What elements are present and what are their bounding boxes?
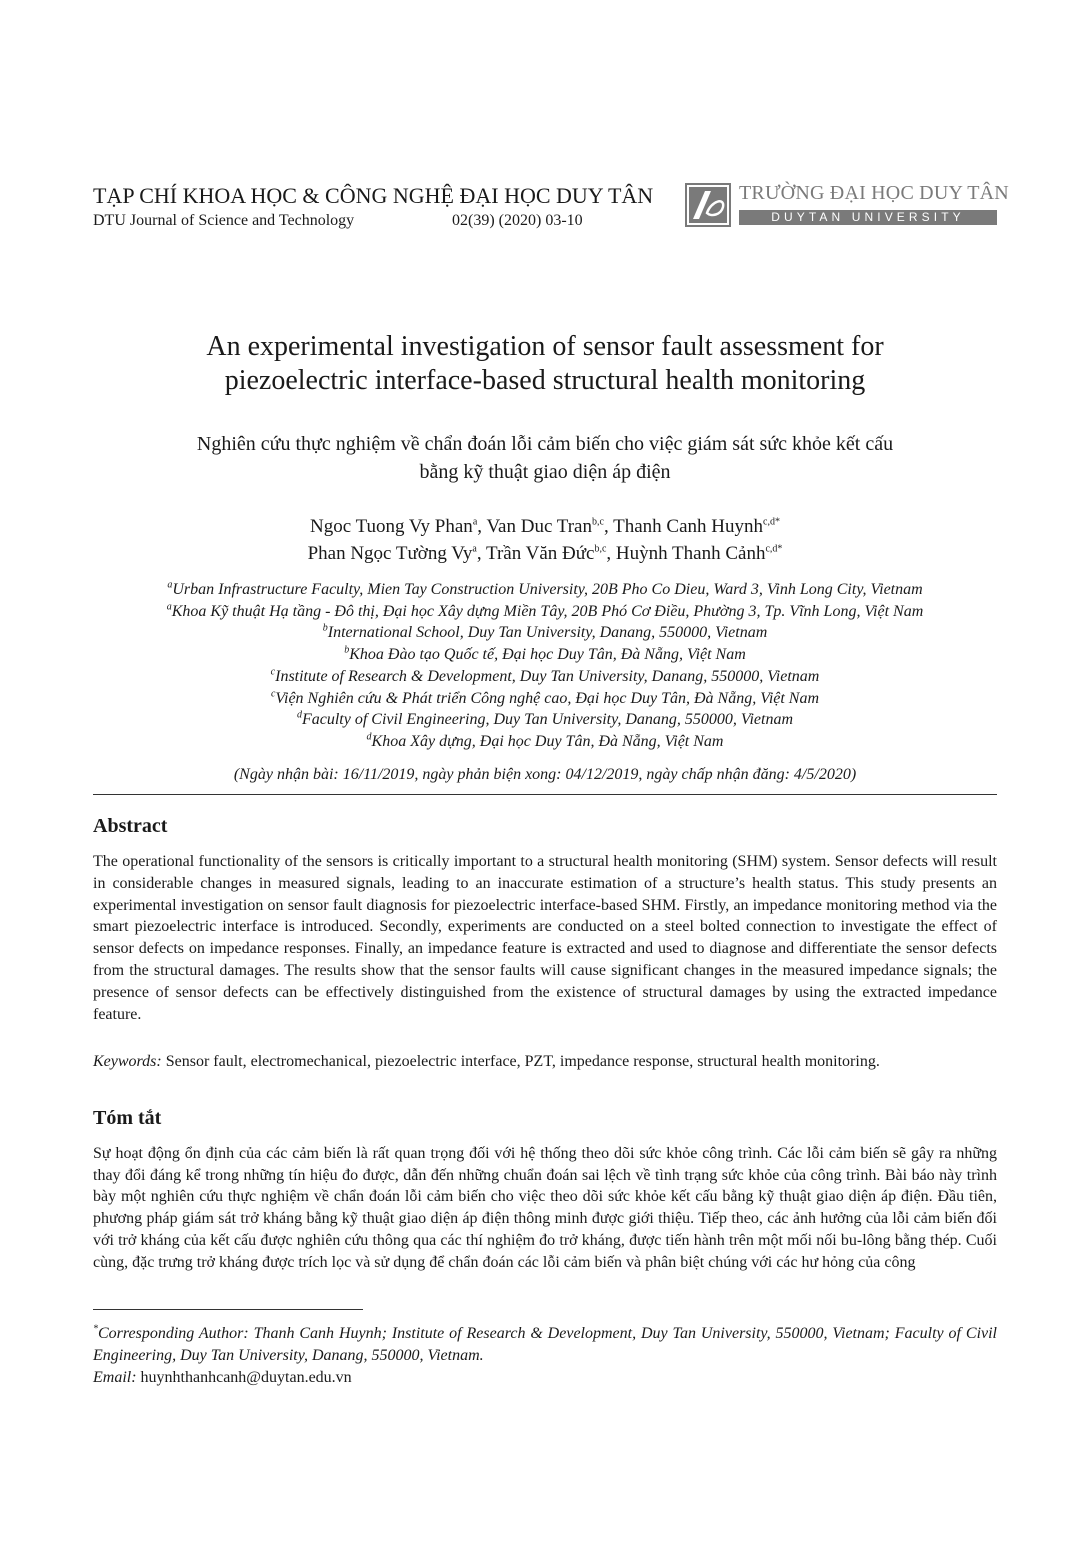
affiliation-item [0, 688, 1090, 710]
author-affil-mark: b,c [592, 516, 604, 528]
university-logo [685, 182, 1009, 227]
keywords-label: Keywords: [93, 1053, 162, 1070]
header-divider [93, 794, 997, 795]
abstract-text: The operational functionality of the sensors is critically important to a structural health monitoring (SHM) system. Sensor defects will result in considerable changes in measured signals, leading to an inaccurate estimation of a structure’s health status. This study presents an experimental investigation on sensor fault diagnosis for piezoelectric interface-based SHM. Firstly, an impedance monitoring method via the smart piezoelectric interface is introduced. Secondly, experiments are conducted on a steel bolted connection to investigate the effect of sensor defects on impedance responses. Finally, an impedance feature is extracted and used to diagnose and differentiate the sensor defects from the structural damages. The results show that the sensor faults will cause significant changes in the measured impedance signals; the presence of sensor defects can be effectively distinguished from the existence of structural damages by using the extracted impedance feature. [93, 853, 997, 1023]
journal-title-en: DTU Journal of Science and Technology [93, 212, 355, 229]
affiliation-mark: a [166, 601, 172, 613]
affiliation-item [0, 644, 1090, 666]
author-name: Van Duc Tran [486, 516, 592, 537]
logo-university-band: DUYTAN UNIVERSITY [739, 210, 997, 225]
author-name: Ngoc Tuong Vy Phan [310, 516, 473, 537]
author-name: Phan Ngọc Tường Vy [307, 543, 473, 564]
paper-title [0, 330, 1090, 398]
footnote [93, 1323, 997, 1389]
affiliation-text: Viện Nghiên cứu & Phát triển Công nghệ cao, Đại học Duy Tân, Đà Nẵng, Việt Nam [275, 689, 820, 707]
submission-dates: (Ngày nhận bài: 16/11/2019, ngày phản biện xong: 04/12/2019, ngày chấp nhận đăng: 4/5/2020) [233, 766, 857, 783]
affiliation-mark: b [344, 644, 350, 656]
affiliation-text: Faculty of Civil Engineering, Duy Tan University, Danang, 550000, Vietnam [301, 711, 794, 729]
tomtat-heading: Tóm tắt [93, 1107, 162, 1129]
corresponding-author: Corresponding Author: Thanh Canh Huynh; Institute of Research & Development, Duy Tan University, 550000, Vietnam; Faculty of Civil Engineering, Duy Tan University, Danang, 550000, Vietnam. [93, 1325, 997, 1364]
tomtat-text: Sự hoạt động ổn định của các cảm biến là rất quan trọng đối với hệ thống theo dõi sức khỏe công trình. Các lỗi cảm biến sẽ gây ra những thay đổi đáng kể trong những tín hiệu đo được, dẫn đến những chuẩn đoán sai lệch về tình trạng sức khỏe của công trình. Bài báo này trình bày một nghiên cứu thực nghiệm về chẩn đoán lỗi cảm biến cho việc theo dõi sức khỏe kết cấu bằng kỹ thuật giao diện áp điện. Đầu tiên, phương pháp giám sát trở kháng bằng kỹ thuật giao diện áp điện thông minh được giới thiệu. Tiếp theo, các ảnh hưởng của lỗi cảm biến đối với trở kháng của kết cấu được nghiên cứu thông qua các thí nghiệm đo trở kháng, được tiến hành trên một mối nối bu-lông bằng thép. Cuối cùng, đặc trưng trở kháng được trích lọc và sử dụng để chẩn đoán các lỗi cảm biến và phân biệt chúng với các hư hỏng của công [93, 1145, 997, 1271]
affiliation-item [0, 731, 1090, 753]
keywords-text: Sensor fault, electromechanical, piezoelectric interface, PZT, impedance response, structural health monitoring. [161, 1053, 880, 1070]
affiliation-item [0, 622, 1090, 644]
affiliation-mark: c [270, 666, 276, 678]
author-list [0, 513, 1090, 567]
affiliation-text: Khoa Kỹ thuật Hạ tầng - Đô thị, Đại học Xây dựng Miền Tây, 20B Phó Cơ Điều, Phường 3, Tp. Vĩnh Long, Việt Nam [171, 602, 924, 620]
author-line-en [0, 513, 1090, 540]
affiliation-text: Urban Infrastructure Faculty, Mien Tay Construction University, 20B Pho Co Dieu, Ward 3, Vinh Long City, Vietnam [172, 581, 923, 598]
author-separator: , [606, 543, 616, 564]
author-name: Thanh Canh Huynh [613, 516, 763, 537]
paper-title-line-2: piezoelectric interface-based structural health monitoring [224, 365, 866, 396]
affiliation-item [0, 601, 1090, 623]
affiliation-text: Khoa Xây dựng, Đại học Duy Tân, Đà Nẵng, Việt Nam [371, 732, 724, 750]
logo-emblem-icon [685, 183, 731, 227]
email-address: huynhthanhcanh@duytan.edu.vn [136, 1369, 352, 1386]
email-label: Email: [93, 1369, 137, 1386]
paper-title-vn-line-2: bằng kỹ thuật giao diện áp điện [419, 461, 671, 483]
author-affil-mark: a [472, 516, 478, 528]
journal-issue: 02(39) (2020) 03-10 [452, 212, 583, 229]
affiliation-mark: a [167, 579, 173, 591]
author-line-vn [0, 540, 1090, 567]
affiliation-item [0, 709, 1090, 731]
footnote-divider [93, 1309, 363, 1310]
affiliation-text: Khoa Đào tạo Quốc tế, Đại học Duy Tân, Đà Nẵng, Việt Nam [349, 646, 746, 664]
keywords [93, 1051, 997, 1073]
author-name: Huỳnh Thanh Cảnh [615, 543, 766, 564]
affiliation-mark: b [322, 623, 328, 635]
footnote-mark: * [93, 1323, 98, 1335]
abstract-heading: Abstract [93, 815, 168, 837]
affiliation-list [0, 579, 1090, 753]
author-separator: , [603, 516, 614, 537]
author-affil-mark: a [472, 543, 477, 555]
journal-title-vn: TẠP CHÍ KHOA HỌC & CÔNG NGHỆ ĐẠI HỌC DUY TÂN [93, 183, 654, 208]
affiliation-item [0, 666, 1090, 688]
logo-university-name: TRƯỜNG ĐẠI HỌC DUY TÂN [739, 182, 1009, 204]
author-name: Trần Văn Đức [486, 543, 595, 564]
author-affil-mark: b,c [594, 543, 607, 555]
author-affil-mark: c,d* [765, 543, 783, 555]
paper-title-vn-line-1: Nghiên cứu thực nghiệm về chẩn đoán lỗi cảm biến cho việc giám sát sức khỏe kết cấu [196, 433, 894, 455]
affiliation-item [0, 579, 1090, 601]
paper-title-vn [0, 430, 1090, 486]
paper-title-line-1: An experimental investigation of sensor fault assessment for [206, 331, 884, 362]
affiliation-text: Institute of Research & Development, Duy Tan University, Danang, 550000, Vietnam [275, 667, 820, 685]
author-separator: , [477, 516, 487, 537]
author-affil-mark: c,d* [763, 516, 780, 528]
affiliation-text: International School, Duy Tan University, Danang, 550000, Vietnam [327, 624, 768, 642]
author-separator: , [476, 543, 486, 564]
affiliation-mark: d [366, 731, 372, 743]
affiliation-mark: c [270, 688, 276, 700]
affiliation-mark: d [296, 709, 302, 721]
